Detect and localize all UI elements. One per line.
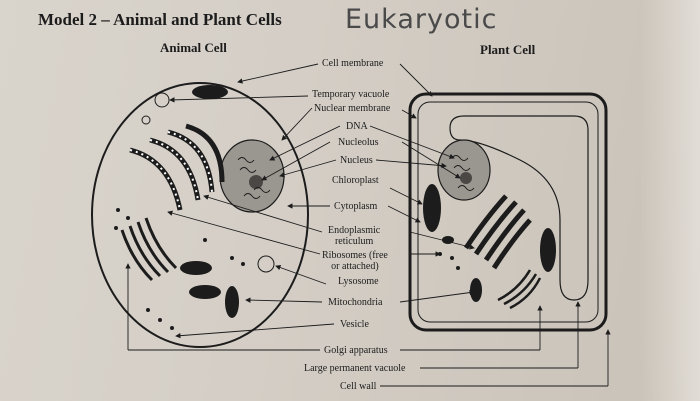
animal-cell-membrane [92, 83, 308, 347]
page-title: Model 2 – Animal and Plant Cells [38, 10, 282, 29]
label-chloroplast: Chloroplast [332, 175, 379, 186]
label-er [328, 225, 380, 247]
label-ribosomes-line1: Ribosomes (free [322, 250, 388, 261]
animal-nucleolus [249, 175, 263, 189]
label-cell-membrane: Cell membrane [322, 58, 384, 69]
label-er-line2: reticulum [334, 236, 374, 247]
animal-vacuole [155, 93, 169, 107]
animal-golgi [122, 218, 176, 280]
label-dna: DNA [346, 121, 368, 132]
label-nucleolus: Nucleolus [338, 137, 379, 148]
label-large-vacuole: Large permanent vacuole [304, 363, 406, 374]
label-vesicle: Vesicle [340, 319, 369, 330]
label-nucleus: Nucleus [340, 155, 373, 166]
label-golgi: Golgi apparatus [324, 345, 388, 356]
animal-nucleus [220, 140, 284, 212]
animal-vesicles [114, 208, 245, 330]
plant-golgi [498, 270, 540, 308]
label-cell-wall: Cell wall [340, 381, 377, 392]
label-cytoplasm: Cytoplasm [334, 201, 378, 212]
plant-cell-heading: Plant Cell [480, 42, 536, 57]
label-ribosomes [322, 250, 388, 272]
label-lysosome: Lysosome [338, 276, 379, 287]
plant-nucleolus [460, 172, 472, 184]
label-er-line1: Endoplasmic [328, 225, 381, 236]
plant-mitochondria [442, 236, 482, 302]
handwritten-note: Eukaryotic [345, 4, 498, 35]
label-temporary-vacuole: Temporary vacuole [312, 89, 390, 100]
animal-lysosome [258, 256, 274, 272]
plant-er [466, 196, 530, 268]
label-nuclear-membrane: Nuclear membrane [314, 103, 391, 114]
label-mitochondria: Mitochondria [328, 297, 383, 308]
animal-cell-heading: Animal Cell [160, 40, 227, 55]
plant-vesicles [438, 252, 460, 270]
label-ribosomes-line2: or attached) [331, 261, 379, 272]
animal-vesicle-top [142, 116, 150, 124]
